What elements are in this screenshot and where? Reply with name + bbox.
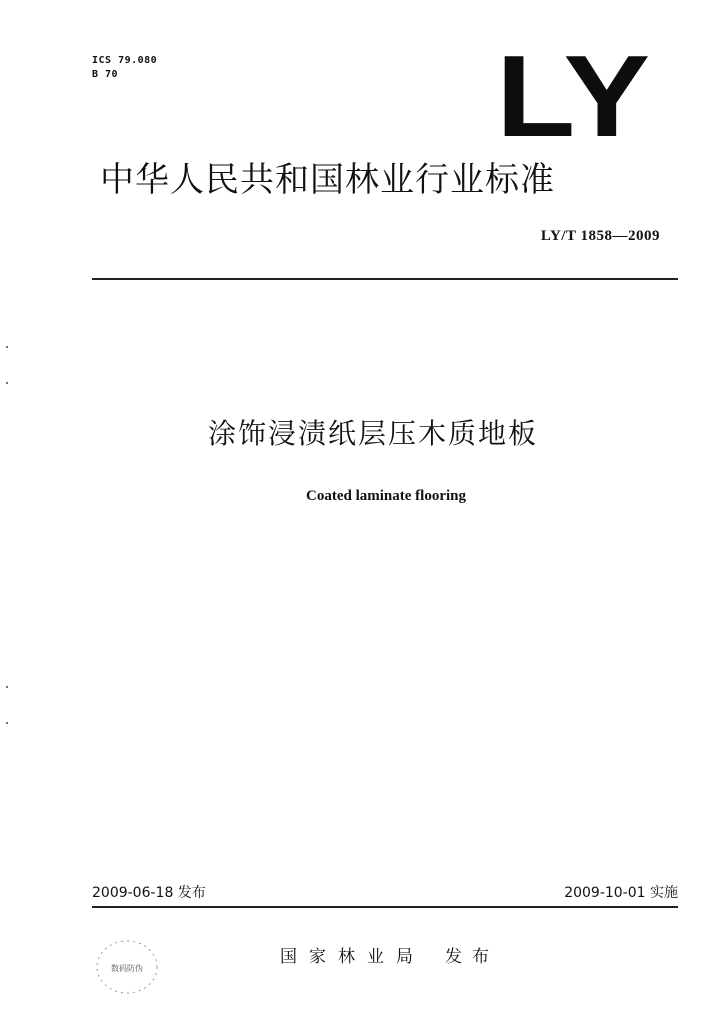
document-title-chinese: 涂饰浸渍纸层压木质地板 [207,417,538,450]
issue-date: 2009-06-18 发布 [92,885,206,901]
stamp-icon [92,936,162,998]
document-title-english: Coated laminate flooring [306,488,466,504]
publisher-line [280,942,499,967]
ics-code: ICS 79.080 [92,55,158,66]
anti-counterfeit-stamp [92,936,162,998]
classification-codes [92,54,157,82]
header-divider [92,278,678,280]
standard-title: 中华人民共和国林业行业标准 [100,160,555,200]
footer-divider [92,906,678,908]
ly-logo: LY [496,31,651,161]
stamp-text: 数码防伪 [111,964,143,973]
publish-action: 发布 [445,947,499,967]
publisher-name: 国家林业局 [280,947,425,967]
implementation-date: 2009-10-01 实施 [564,885,678,901]
scan-mark [6,722,8,724]
ccs-code: B 70 [92,69,119,80]
scan-mark [6,382,8,384]
standard-code: LY/T 1858—2009 [540,228,660,244]
scan-mark [6,346,8,348]
scan-mark [6,686,8,688]
